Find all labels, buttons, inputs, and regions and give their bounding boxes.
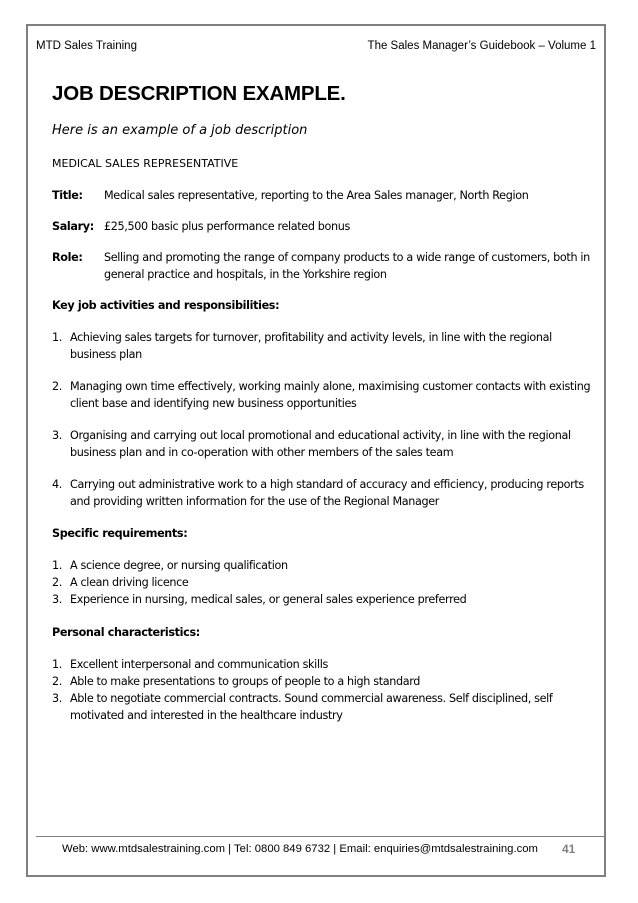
page-header	[36, 40, 596, 52]
field-value: Medical sales representative, reporting to the Area Sales manager, North Region	[104, 189, 529, 202]
header-left-text: MTD Sales Training	[36, 40, 137, 52]
field-label: Role:	[52, 251, 83, 264]
header-right-text: The Sales Manager’s Guidebook – Volume 1	[367, 40, 596, 52]
requirements-list	[52, 557, 592, 608]
field-title	[52, 187, 592, 204]
field-value: £25,500 basic plus performance related bonus	[104, 220, 350, 233]
page-number: 41	[562, 842, 576, 856]
requirements-heading: Specific requirements:	[52, 527, 188, 540]
activities-heading: Key job activities and responsibilities:	[52, 299, 280, 312]
list-item: 3. Organising and carrying out local promotional and educational activity, in line with the regional business plan and in co-operation with other members of the sales team	[52, 429, 571, 459]
job-heading: MEDICAL SALES REPRESENTATIVE	[52, 157, 239, 170]
list-item: 3. Able to negotiate commercial contracts. Sound commercial awareness. Self disciplined, self motivated and interested in the healthcare industry	[52, 692, 553, 722]
characteristics-heading: Personal characteristics:	[52, 626, 200, 639]
job-fields	[52, 187, 592, 724]
characteristics-list	[52, 656, 592, 724]
activities-list	[52, 329, 592, 510]
intro-text: Here is an example of a job description	[52, 123, 308, 138]
field-value: Selling and promoting the range of company products to a wide range of customers, both in general practice and hospitals, in the Yorkshire region	[104, 251, 590, 281]
list-item: 2. Able to make presentations to groups of people to a high standard	[52, 675, 421, 688]
list-item: 2. A clean driving licence	[52, 576, 189, 589]
list-item: 1. Excellent interpersonal and communication skills	[52, 658, 328, 671]
list-item: 1. A science degree, or nursing qualification	[52, 559, 288, 572]
field-label: Salary:	[52, 220, 94, 233]
list-item: 4. Carrying out administrative work to a high standard of accuracy and efficiency, producing reports and providing written information for the use of the Regional Manager	[52, 478, 584, 508]
field-role	[52, 249, 592, 283]
document-body	[52, 82, 592, 724]
list-item: 2. Managing own time effectively, working mainly alone, maximising customer contacts with existing client base and identifying new business opportunities	[52, 380, 591, 410]
document-title: JOB DESCRIPTION EXAMPLE.	[52, 82, 346, 105]
footer-contact: Web: www.mtdsalestraining.com | Tel: 0800 849 6732 | Email: enquiries@mtdsalestraining.com	[62, 843, 538, 855]
field-salary	[52, 218, 592, 235]
field-label: Title:	[52, 189, 83, 202]
footer-divider	[36, 836, 604, 837]
list-item: 3. Experience in nursing, medical sales, or general sales experience preferred	[52, 593, 467, 606]
list-item: 1. Achieving sales targets for turnover, profitability and activity levels, in line with the regional business plan	[52, 331, 552, 361]
